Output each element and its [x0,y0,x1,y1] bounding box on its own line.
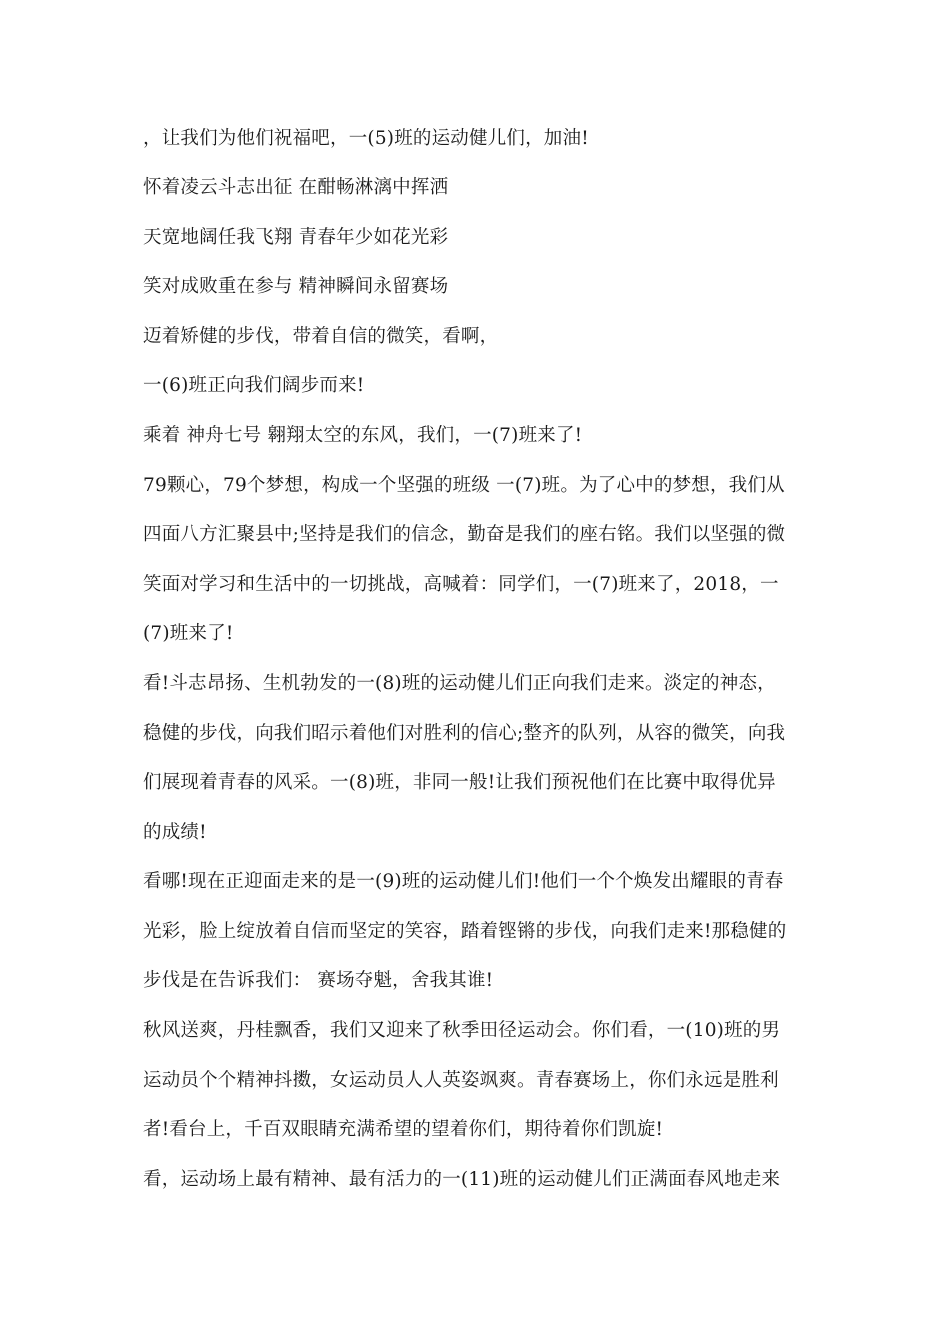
text-line: 迈着矫健的步伐，带着自信的微笑，看啊， [143,326,499,347]
text-line: 四面八方汇聚县中;坚持是我们的信念，勤奋是我们的座右铭。我们以坚强的微 [143,524,786,545]
text-line: 看!斗志昂扬、生机勃发的一(8)班的运动健儿们正向我们走来。淡定的神态， [143,673,776,694]
text-line: 秋风送爽，丹桂飘香，我们又迎来了秋季田径运动会。你们看，一(10)班的男 [143,1020,781,1041]
text-line: 运动员个个精神抖擞，女运动员人人英姿飒爽。青春赛场上，你们永远是胜利 [143,1070,779,1091]
text-line: 的成绩! [143,822,207,843]
text-line: 天宽地阔任我飞翔 青春年少如花光彩 [143,227,449,248]
text-line: 一(6)班正向我们阔步而来! [143,375,365,396]
text-line: 光彩，脸上绽放着自信而坚定的笑容，踏着铿锵的步伐，向我们走来!那稳健的 [143,921,787,942]
text-line: 笑面对学习和生活中的一切挑战，高喊着：同学们，一(7)班来了，2018，一 [143,574,779,595]
text-line: 乘着 神舟七号 翱翔太空的东风，我们，一(7)班来了! [143,425,583,446]
text-line: 79颗心，79个梦想，构成一个坚强的班级 一(7)班。为了心中的梦想，我们从 [143,475,785,496]
text-line: 看，运动场上最有精神、最有活力的一(11)班的运动健儿们正满面春风地走来 [143,1169,781,1190]
text-line: 笑对成败重在参与 精神瞬间永留赛场 [143,276,449,297]
text-line: (7)班来了! [143,623,234,644]
text-line: 稳健的步伐，向我们昭示着他们对胜利的信心;整齐的队列，从容的微笑，向我 [143,723,786,744]
text-line: 者!看台上，千百双眼睛充满希望的望着你们，期待着你们凯旋! [143,1119,664,1140]
text-line: 们展现着青春的风采。一(8)班，非同一般!让我们预祝他们在比赛中取得优异 [143,772,776,793]
text-line: 看哪!现在正迎面走来的是一(9)班的运动健儿们!他们一个个焕发出耀眼的青春 [143,871,784,892]
text-line: 怀着凌云斗志出征 在酣畅淋漓中挥洒 [143,177,449,198]
text-line: 步伐是在告诉我们： 赛场夺魁，舍我其谁! [143,970,494,991]
text-line: ，让我们为他们祝福吧，一(5)班的运动健儿们，加油! [143,128,589,149]
